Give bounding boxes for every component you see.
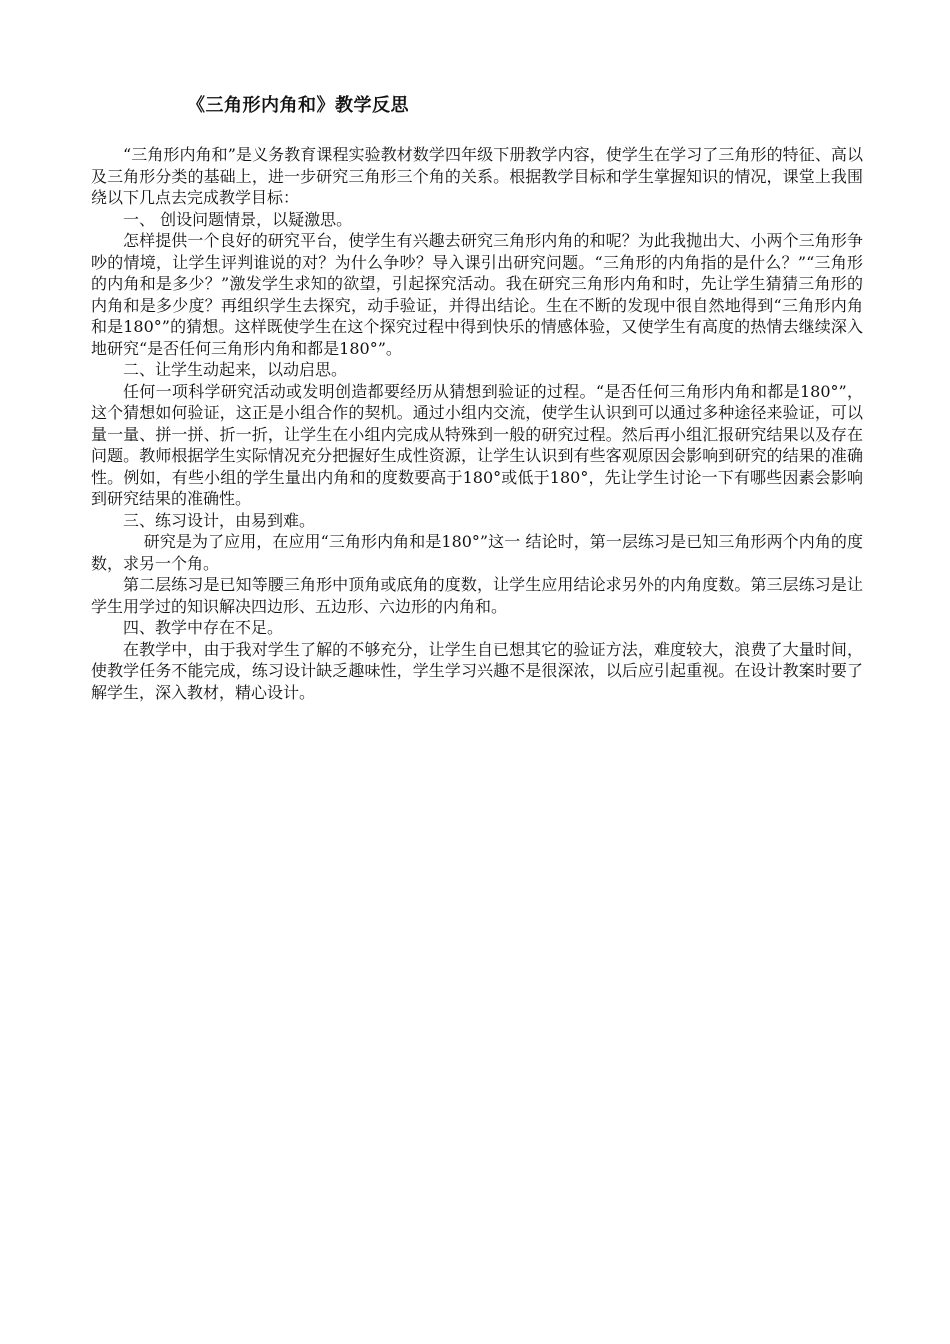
paragraph-section-2: 任何一项科学研究活动或发明创造都要经历从猜想到验证的过程。“是否任何三角形内角和都是180°”，这个猜想如何验证，这正是小组合作的契机。通过小组内交流，使学生认识到可以通过多种途径来验证，可以量一量、拼一拼、折一折，让学生在小组内完成从特殊到一般的研究过程。然后再小组汇报研究结果以及存在问题。教师根据学生实际情况充分把握好生成性资源，让学生认识到有些客观原因会影响到研究的结果的准确性。例如，有些小组的学生量出内角和的度数要高于180°或低于180°，先让学生讨论一下有哪些因素会影响到研究结果的准确性。 xyxy=(91,381,863,508)
section-heading-4: 四、教学中存在不足。 xyxy=(123,618,284,637)
paragraph-section-1: 怎样提供一个良好的研究平台，使学生有兴趣去研究三角形内角的和呢？为此我抛出大、小两个三角形争吵的情境，让学生评判谁说的对？为什么争吵？导入课引出研究问题。“三角形的内角指的是什么？”“三角形的内角和是多少？”激发学生求知的欲望，引起探究活动。我在研究三角形内角和时，先让学生猜猜三角形的内角和是多少度？再组织学生去探究，动手验证，并得出结论。生在不断的发现中很自然地得到“三角形内角和是180°”的猜想。这样既使学生在这个探究过程中得到快乐的情感体验，又使学生有高度的热情去继续深入地研究“是否任何三角形内角和都是180°”。 xyxy=(91,231,863,358)
section-heading-1: 一、 创设问题情景，以疑激思。 xyxy=(123,209,353,229)
paragraph-section-3a: 研究是为了应用，在应用“三角形内角和是180°”这一 结论时，第一层练习是已知三角形两个内角的度数，求另一个角。 xyxy=(91,532,863,573)
document-title: 《三角形内角和》教学反思 xyxy=(187,95,409,116)
document-page xyxy=(91,92,863,703)
section-heading-2: 二、让学生动起来，以动启思。 xyxy=(123,360,348,379)
paragraph-section-3b: 第二层练习是已知等腰三角形中顶角或底角的度数，让学生应用结论求另外的内角度数。第三层练习是让学生用学过的知识解决四边形、五边形、六边形的内角和。 xyxy=(91,575,863,616)
paragraph-section-4: 在教学中，由于我对学生了解的不够充分，让学生自已想其它的验证方法，难度较大，浪费了大量时间，使教学任务不能完成，练习设计缺乏趣味性，学生学习兴趣不是很深浓，以后应引起重视。在设计教案时要了解学生，深入教材，精心设计。 xyxy=(91,639,863,702)
document-body xyxy=(91,144,863,703)
section-heading-3: 三、练习设计，由易到难。 xyxy=(123,510,316,530)
paragraph-intro: “三角形内角和”是义务教育课程实验教材数学四年级下册教学内容，使学生在学习了三角形的特征、高以及三角形分类的基础上，进一步研究三角形三个角的关系。根据教学目标和学生掌握知识的情况，课堂上我围绕以下几点去完成教学目标： xyxy=(91,145,863,207)
